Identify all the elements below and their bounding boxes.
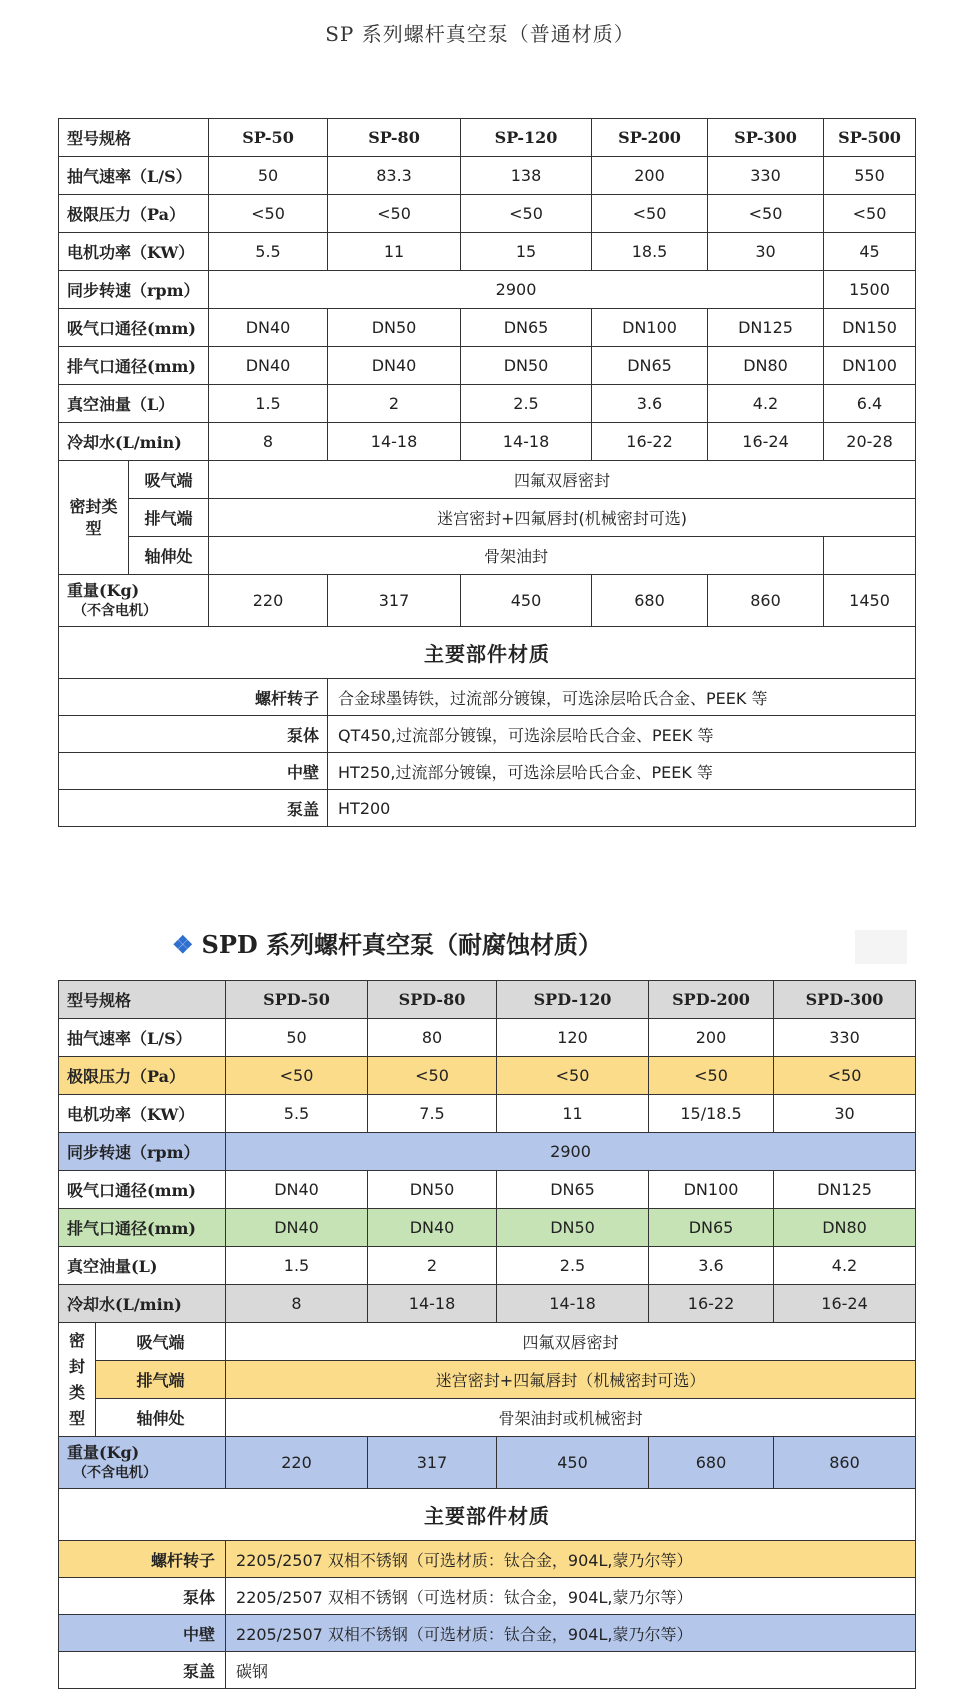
- seal-sub-label: 吸气端: [96, 1323, 226, 1361]
- cell: <50: [592, 195, 708, 233]
- cell: <50: [328, 195, 461, 233]
- faint-box: [855, 930, 907, 964]
- table-row: [59, 753, 916, 790]
- model-header: SPD-50: [226, 981, 368, 1019]
- row-label: 真空油量（L）: [59, 385, 209, 423]
- row-label: 电机功率（KW）: [59, 1095, 226, 1133]
- material-label: 泵体: [59, 1578, 226, 1615]
- material-label: 中壁: [59, 1615, 226, 1652]
- material-value: 2205/2507 双相不锈钢（可选材质：钛合金，904L,蒙乃尔等）: [226, 1615, 916, 1652]
- table-row: [59, 1057, 916, 1095]
- cell: 骨架油封: [209, 537, 824, 575]
- weight-label: 重量(Kg): [67, 580, 140, 600]
- table-row: [59, 1361, 916, 1399]
- seal-type-label: 密封类型: [59, 461, 129, 575]
- model-header: SP-200: [592, 119, 708, 157]
- cell: 860: [774, 1437, 916, 1489]
- seal-sub-label: 轴伸处: [96, 1399, 226, 1437]
- cell: 14-18: [328, 423, 461, 461]
- cell: DN50: [497, 1209, 649, 1247]
- cell: 2900: [209, 271, 824, 309]
- diamond-bullet-icon: ❖: [172, 930, 194, 959]
- cell: 4.2: [774, 1247, 916, 1285]
- cell: 50: [226, 1019, 368, 1057]
- sp-spec-table: [58, 118, 916, 827]
- table-row: [59, 679, 916, 716]
- model-header: SP-80: [328, 119, 461, 157]
- spd-spec-table: [58, 980, 916, 1689]
- material-label: 泵盖: [59, 1652, 226, 1689]
- table-row: [59, 347, 916, 385]
- cell: 16-22: [649, 1285, 774, 1323]
- table-row: [59, 1285, 916, 1323]
- cell: <50: [708, 195, 824, 233]
- material-label: 泵盖: [59, 790, 328, 827]
- cell: 15: [461, 233, 592, 271]
- table-row: [59, 233, 916, 271]
- row-label: [59, 575, 209, 627]
- row-label: 吸气口通径(mm): [59, 309, 209, 347]
- cell: 16-24: [774, 1285, 916, 1323]
- table-row: [59, 157, 916, 195]
- cell: 83.3: [328, 157, 461, 195]
- cell: 30: [774, 1095, 916, 1133]
- material-value: 合金球墨铸铁，过流部分镀镍，可选涂层哈氏合金、PEEK 等: [328, 679, 916, 716]
- cell: 80: [368, 1019, 497, 1057]
- cell: 8: [226, 1285, 368, 1323]
- cell: <50: [461, 195, 592, 233]
- cell: DN80: [708, 347, 824, 385]
- cell: 1500: [824, 271, 916, 309]
- cell: DN40: [328, 347, 461, 385]
- material-value: 碳钢: [226, 1652, 916, 1689]
- cell: DN40: [209, 347, 328, 385]
- model-header: SP-120: [461, 119, 592, 157]
- cell: 2.5: [497, 1247, 649, 1285]
- table-row: [59, 423, 916, 461]
- cell: 317: [368, 1437, 497, 1489]
- cell: DN40: [226, 1209, 368, 1247]
- cell: 11: [497, 1095, 649, 1133]
- cell: 330: [774, 1019, 916, 1057]
- material-label: 中壁: [59, 753, 328, 790]
- table-row: [59, 271, 916, 309]
- cell: 1.5: [226, 1247, 368, 1285]
- cell: DN80: [774, 1209, 916, 1247]
- cell: 45: [824, 233, 916, 271]
- table-row: [59, 1133, 916, 1171]
- cell: 四氟双唇密封: [226, 1323, 916, 1361]
- materials-title: 主要部件材质: [59, 1489, 916, 1541]
- cell: 14-18: [368, 1285, 497, 1323]
- row-label: 冷却水(L/min): [59, 1285, 226, 1323]
- model-header: SP-500: [824, 119, 916, 157]
- cell: DN150: [824, 309, 916, 347]
- cell: 5.5: [209, 233, 328, 271]
- table-row: [59, 461, 916, 499]
- materials-title: 主要部件材质: [59, 627, 916, 679]
- cell: 220: [209, 575, 328, 627]
- cell: DN100: [824, 347, 916, 385]
- cell: 680: [592, 575, 708, 627]
- cell: 16-24: [708, 423, 824, 461]
- cell: DN125: [708, 309, 824, 347]
- cell: DN40: [226, 1171, 368, 1209]
- cell: 50: [209, 157, 328, 195]
- seal-type-label: 密封类型: [59, 1323, 96, 1437]
- cell: 860: [708, 575, 824, 627]
- cell: 2: [328, 385, 461, 423]
- row-label: 同步转速（rpm）: [59, 271, 209, 309]
- cell: 6.4: [824, 385, 916, 423]
- material-value: 2205/2507 双相不锈钢（可选材质：钛合金，904L,蒙乃尔等）: [226, 1541, 916, 1578]
- spd-series-title: [172, 925, 602, 960]
- row-label: 排气口通径(mm): [59, 1209, 226, 1247]
- table-row: [59, 790, 916, 827]
- table-row: [59, 1652, 916, 1689]
- model-header: SPD-120: [497, 981, 649, 1019]
- cell: <50: [368, 1057, 497, 1095]
- cell: 骨架油封或机械密封: [226, 1399, 916, 1437]
- cell: 550: [824, 157, 916, 195]
- table-row: [59, 537, 916, 575]
- cell: 3.6: [649, 1247, 774, 1285]
- material-label: 泵体: [59, 716, 328, 753]
- cell: 1.5: [209, 385, 328, 423]
- cell: DN65: [497, 1171, 649, 1209]
- table-row: [59, 981, 916, 1019]
- table-row: [59, 1541, 916, 1578]
- cell: DN50: [461, 347, 592, 385]
- table-row: [59, 1578, 916, 1615]
- cell: DN65: [649, 1209, 774, 1247]
- table-row: [59, 1399, 916, 1437]
- cell: 14-18: [461, 423, 592, 461]
- weight-label: 重量(Kg): [67, 1442, 140, 1462]
- row-label: 吸气口通径(mm): [59, 1171, 226, 1209]
- weight-note: （不含电机）: [73, 602, 157, 619]
- table-row: [59, 1171, 916, 1209]
- table-row: [59, 195, 916, 233]
- row-label: 型号规格: [59, 119, 209, 157]
- row-label: 排气口通径(mm): [59, 347, 209, 385]
- row-label: 极限压力（Pa）: [59, 1057, 226, 1095]
- table-row: [59, 1489, 916, 1541]
- material-label: 螺杆转子: [59, 1541, 226, 1578]
- table-row: [59, 1323, 916, 1361]
- seal-sub-label: 吸气端: [129, 461, 209, 499]
- table-row: [59, 716, 916, 753]
- cell: 11: [328, 233, 461, 271]
- cell: 14-18: [497, 1285, 649, 1323]
- weight-note: （不含电机）: [73, 1464, 157, 1481]
- material-value: HT200: [328, 790, 916, 827]
- table-row: [59, 119, 916, 157]
- cell-empty: [824, 537, 916, 575]
- cell: 5.5: [226, 1095, 368, 1133]
- cell: 30: [708, 233, 824, 271]
- cell: 220: [226, 1437, 368, 1489]
- model-header: SPD-200: [649, 981, 774, 1019]
- row-label: 抽气速率（L/S）: [59, 1019, 226, 1057]
- row-label: 抽气速率（L/S）: [59, 157, 209, 195]
- cell: 200: [592, 157, 708, 195]
- cell: 680: [649, 1437, 774, 1489]
- row-label: 冷却水(L/min): [59, 423, 209, 461]
- cell: 4.2: [708, 385, 824, 423]
- cell: 1450: [824, 575, 916, 627]
- cell: 8: [209, 423, 328, 461]
- cell: 2.5: [461, 385, 592, 423]
- row-label: 型号规格: [59, 981, 226, 1019]
- cell: DN40: [209, 309, 328, 347]
- cell: 138: [461, 157, 592, 195]
- model-header: SP-300: [708, 119, 824, 157]
- table-row: [59, 309, 916, 347]
- cell: DN125: [774, 1171, 916, 1209]
- model-header: SP-50: [209, 119, 328, 157]
- cell: DN40: [368, 1209, 497, 1247]
- cell: DN100: [592, 309, 708, 347]
- cell: 16-22: [592, 423, 708, 461]
- material-value: QT450,过流部分镀镍，可选涂层哈氏合金、PEEK 等: [328, 716, 916, 753]
- cell: <50: [497, 1057, 649, 1095]
- table-row: [59, 1209, 916, 1247]
- seal-sub-label: 排气端: [96, 1361, 226, 1399]
- cell: DN50: [328, 309, 461, 347]
- model-header: SPD-80: [368, 981, 497, 1019]
- table-row: [59, 1437, 916, 1489]
- model-header: SPD-300: [774, 981, 916, 1019]
- table-row: [59, 575, 916, 627]
- cell: 四氟双唇密封: [209, 461, 916, 499]
- cell: 迷宫密封+四氟唇封（机械密封可选）: [226, 1361, 916, 1399]
- row-label: 同步转速（rpm）: [59, 1133, 226, 1171]
- table-row: [59, 385, 916, 423]
- cell: 120: [497, 1019, 649, 1057]
- cell: <50: [774, 1057, 916, 1095]
- cell: 330: [708, 157, 824, 195]
- material-value: 2205/2507 双相不锈钢（可选材质：钛合金，904L,蒙乃尔等）: [226, 1578, 916, 1615]
- row-label: 真空油量(L): [59, 1247, 226, 1285]
- cell: 450: [497, 1437, 649, 1489]
- cell: <50: [824, 195, 916, 233]
- cell: DN50: [368, 1171, 497, 1209]
- seal-sub-label: 排气端: [129, 499, 209, 537]
- material-label: 螺杆转子: [59, 679, 328, 716]
- spd-series-title-text: SPD 系列螺杆真空泵（耐腐蚀材质）: [201, 930, 603, 959]
- cell: 15/18.5: [649, 1095, 774, 1133]
- sp-series-title: SP 系列螺杆真空泵（普通材质）: [325, 22, 635, 46]
- cell: 450: [461, 575, 592, 627]
- row-label: 极限压力（Pa）: [59, 195, 209, 233]
- table-row: [59, 627, 916, 679]
- cell: 18.5: [592, 233, 708, 271]
- seal-sub-label: 轴伸处: [129, 537, 209, 575]
- cell: 317: [328, 575, 461, 627]
- cell: 迷宫密封+四氟唇封(机械密封可选): [209, 499, 916, 537]
- cell: DN65: [461, 309, 592, 347]
- cell: <50: [649, 1057, 774, 1095]
- cell: DN65: [592, 347, 708, 385]
- material-value: HT250,过流部分镀镍，可选涂层哈氏合金、PEEK 等: [328, 753, 916, 790]
- cell: 2: [368, 1247, 497, 1285]
- cell: 200: [649, 1019, 774, 1057]
- table-row: [59, 1095, 916, 1133]
- cell: <50: [226, 1057, 368, 1095]
- table-row: [59, 1247, 916, 1285]
- table-row: [59, 1019, 916, 1057]
- table-row: [59, 1615, 916, 1652]
- cell: <50: [209, 195, 328, 233]
- cell: 3.6: [592, 385, 708, 423]
- cell: 20-28: [824, 423, 916, 461]
- table-row: [59, 499, 916, 537]
- row-label: 电机功率（KW）: [59, 233, 209, 271]
- row-label: [59, 1437, 226, 1489]
- cell: 2900: [226, 1133, 916, 1171]
- cell: DN100: [649, 1171, 774, 1209]
- cell: 7.5: [368, 1095, 497, 1133]
